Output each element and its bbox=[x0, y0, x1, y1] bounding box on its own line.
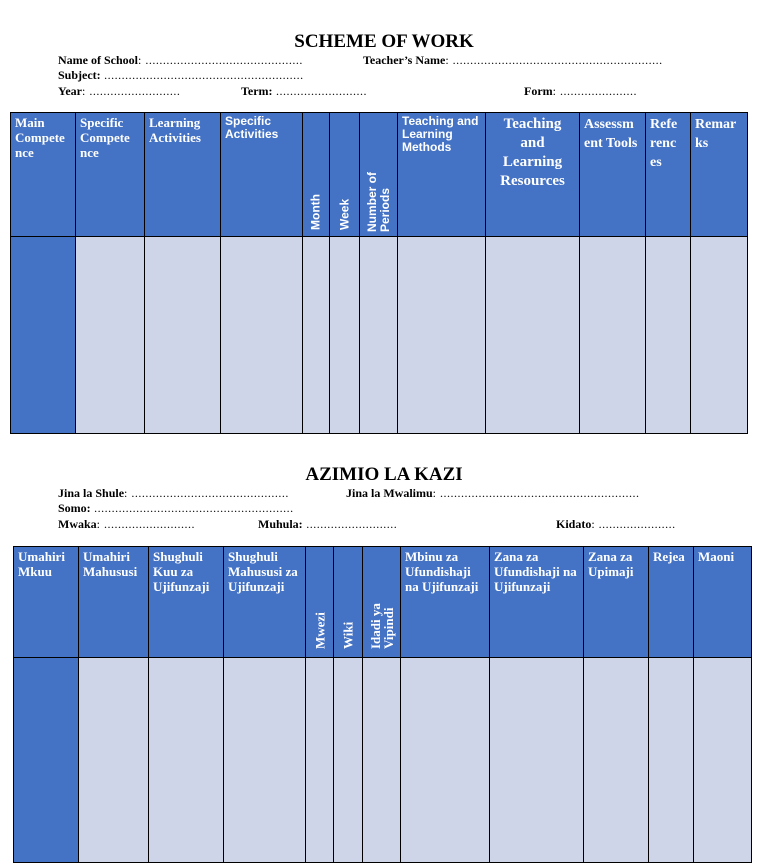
cell-number-of-periods[interactable] bbox=[360, 237, 398, 434]
header-week bbox=[330, 113, 360, 237]
form-label: Form bbox=[524, 84, 553, 98]
kidato-label: Kidato bbox=[556, 517, 592, 531]
jina-la-mwalimu-field[interactable]: : ......................................................... bbox=[432, 486, 640, 500]
kidato-line[interactable] bbox=[556, 517, 676, 531]
term-line[interactable] bbox=[241, 84, 367, 98]
header-main-competence: Main Compete nce bbox=[11, 113, 76, 237]
header-mwezi bbox=[306, 547, 334, 658]
muhula-field[interactable]: .......................... bbox=[302, 517, 398, 531]
cell-teaching-learning-resources[interactable] bbox=[486, 237, 580, 434]
header-number-of-periods bbox=[360, 113, 398, 237]
jina-la-mwalimu-label: Jina la Mwalimu bbox=[346, 486, 433, 500]
header-number-of-periods-label: Number of Periods bbox=[364, 172, 392, 232]
cell-references[interactable] bbox=[646, 237, 691, 434]
teacher-name-field[interactable]: : ............................................................ bbox=[445, 53, 663, 67]
subject-line[interactable] bbox=[58, 68, 304, 82]
header-month-label: Month bbox=[308, 194, 323, 230]
scheme-of-work-title: SCHEME OF WORK bbox=[294, 31, 474, 52]
term-field[interactable]: .......................... bbox=[272, 84, 368, 98]
cell-umahiri-mkuu[interactable] bbox=[14, 658, 79, 863]
teacher-name-line[interactable] bbox=[363, 53, 663, 67]
school-name-field[interactable]: : ............................................. bbox=[138, 53, 303, 67]
kidato-field[interactable]: : ...................... bbox=[591, 517, 676, 531]
header-month bbox=[303, 113, 330, 237]
year-line[interactable] bbox=[58, 84, 180, 98]
teacher-name-label: Teacher’s Name bbox=[363, 53, 446, 67]
cell-specific-activities[interactable] bbox=[221, 237, 303, 434]
cell-umahiri-mahususi[interactable] bbox=[79, 658, 149, 863]
cell-main-competence[interactable] bbox=[11, 237, 76, 434]
term-label: Term: bbox=[241, 84, 273, 98]
table-body-row bbox=[11, 237, 748, 434]
header-teaching-learning-resources: Teaching and Learning Resources bbox=[486, 113, 580, 237]
form-line[interactable] bbox=[524, 84, 637, 98]
form-field[interactable]: : ...................... bbox=[552, 84, 637, 98]
jina-la-mwalimu-line[interactable] bbox=[346, 486, 640, 500]
somo-field[interactable]: ......................................................... bbox=[90, 501, 294, 515]
header-idadi-ya-vipindi bbox=[363, 547, 401, 658]
cell-shughuli-kuu[interactable] bbox=[149, 658, 224, 863]
header-learning-activities: Learning Activities bbox=[145, 113, 221, 237]
subject-label: Subject: bbox=[58, 68, 101, 82]
cell-zana-ufundishaji[interactable] bbox=[490, 658, 584, 863]
muhula-label: Muhula: bbox=[258, 517, 303, 531]
table-header-row bbox=[11, 113, 748, 237]
year-label: Year bbox=[58, 84, 82, 98]
header-idadi-ya-vipindi-label: Idadi ya Vipindi bbox=[367, 603, 396, 649]
header-wiki-label: Wiki bbox=[340, 621, 356, 649]
jedwali-body-row bbox=[14, 658, 752, 863]
cell-remarks[interactable] bbox=[691, 237, 748, 434]
scheme-of-work-table bbox=[10, 112, 748, 434]
jina-la-shule-field[interactable]: : ............................................. bbox=[124, 486, 289, 500]
cell-rejea[interactable] bbox=[649, 658, 694, 863]
header-zana-upimaji: Zana za Upimaji bbox=[584, 547, 649, 658]
header-references: Refe renc es bbox=[646, 113, 691, 237]
mwaka-line[interactable] bbox=[58, 517, 195, 531]
jina-la-shule-line[interactable] bbox=[58, 486, 289, 500]
school-name-label: Name of School bbox=[58, 53, 138, 67]
cell-idadi-ya-vipindi[interactable] bbox=[363, 658, 401, 863]
jina-la-shule-label: Jina la Shule bbox=[58, 486, 125, 500]
header-specific-competence: Specific Compete nce bbox=[76, 113, 145, 237]
header-remarks: Remar ks bbox=[691, 113, 748, 237]
school-name-line[interactable] bbox=[58, 53, 303, 67]
cell-shughuli-mahususi[interactable] bbox=[224, 658, 306, 863]
cell-mwezi[interactable] bbox=[306, 658, 334, 863]
header-week-label: Week bbox=[337, 198, 351, 230]
mwaka-label: Mwaka bbox=[58, 517, 97, 531]
cell-assessment-tools[interactable] bbox=[580, 237, 646, 434]
mwaka-field[interactable]: : .......................... bbox=[96, 517, 196, 531]
azimio-la-kazi-title: AZIMIO LA KAZI bbox=[305, 464, 463, 485]
cell-specific-competence[interactable] bbox=[76, 237, 145, 434]
header-rejea: Rejea bbox=[649, 547, 694, 658]
header-shughuli-mahususi: Shughuli Mahususi za Ujifunzaji bbox=[224, 547, 306, 658]
cell-zana-upimaji[interactable] bbox=[584, 658, 649, 863]
header-mbinu: Mbinu za Ufundishaji na Ujifunzaji bbox=[401, 547, 490, 658]
cell-learning-activities[interactable] bbox=[145, 237, 221, 434]
subject-field[interactable]: ......................................................... bbox=[100, 68, 304, 82]
azimio-la-kazi-table bbox=[13, 546, 752, 863]
jedwali-header-row bbox=[14, 547, 752, 658]
header-assessment-tools: Assessm ent Tools bbox=[580, 113, 646, 237]
header-shughuli-kuu: Shughuli Kuu za Ujifunzaji bbox=[149, 547, 224, 658]
muhula-line[interactable] bbox=[258, 517, 397, 531]
header-specific-activities: Specific Activities bbox=[221, 113, 303, 237]
header-maoni: Maoni bbox=[694, 547, 752, 658]
cell-maoni[interactable] bbox=[694, 658, 752, 863]
header-mwezi-label: Mwezi bbox=[312, 612, 327, 649]
year-field[interactable]: : .......................... bbox=[82, 84, 181, 98]
somo-label: Somo: bbox=[58, 501, 91, 515]
header-teaching-learning-methods: Teaching and Learning Methods bbox=[398, 113, 486, 237]
cell-wiki[interactable] bbox=[334, 658, 363, 863]
header-umahiri-mahususi: Umahiri Mahususi bbox=[79, 547, 149, 658]
cell-month[interactable] bbox=[303, 237, 330, 434]
cell-mbinu[interactable] bbox=[401, 658, 490, 863]
somo-line[interactable] bbox=[58, 501, 294, 515]
header-zana-ufundishaji: Zana za Ufundishaji na Ujifunzaji bbox=[490, 547, 584, 658]
header-wiki bbox=[334, 547, 363, 658]
cell-teaching-learning-methods[interactable] bbox=[398, 237, 486, 434]
cell-week[interactable] bbox=[330, 237, 360, 434]
header-umahiri-mkuu: Umahiri Mkuu bbox=[14, 547, 79, 658]
